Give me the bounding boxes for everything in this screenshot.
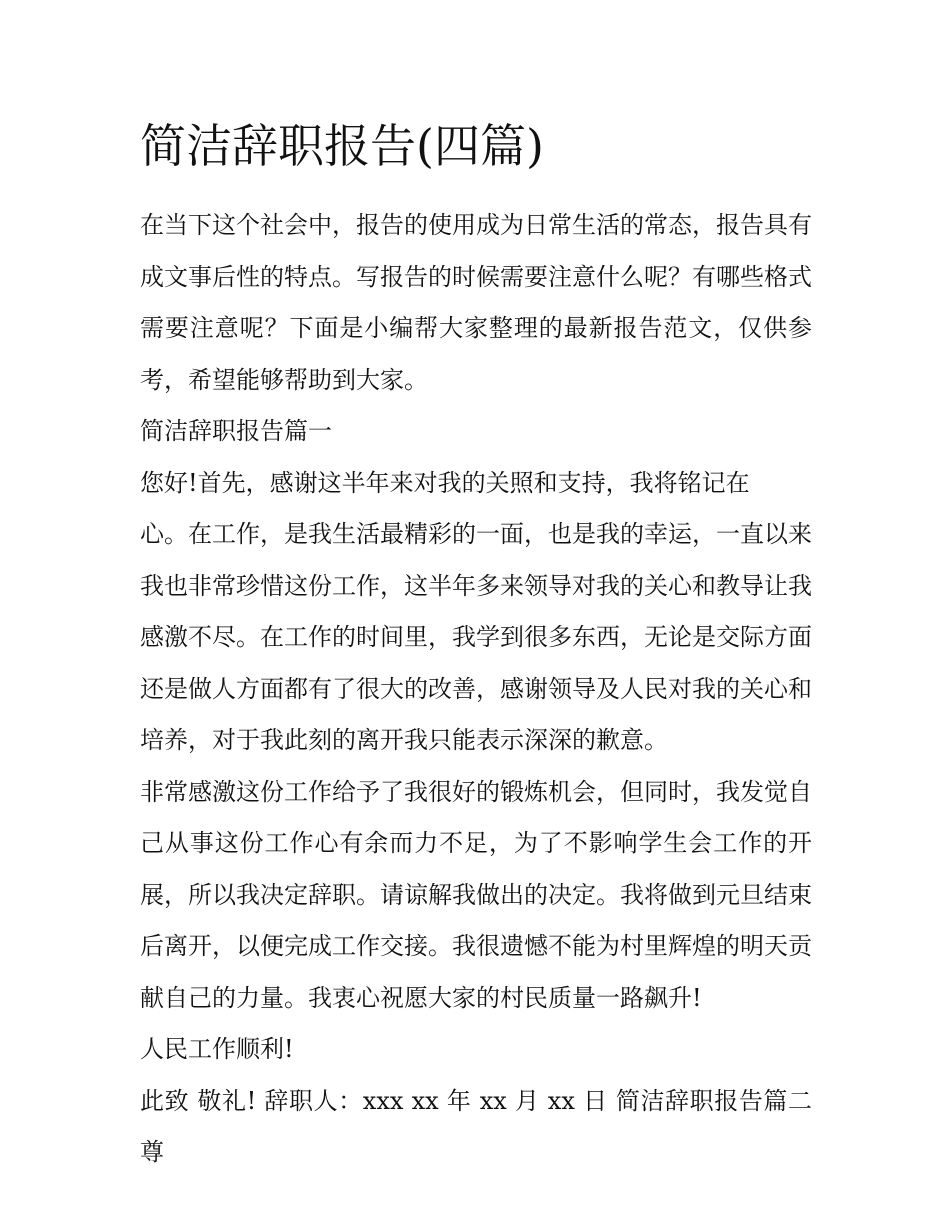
paragraph-4: 此致 敬礼! 辞职人：xxx xx 年 xx 月 xx 日 简洁辞职报告篇二 尊 bbox=[140, 1086, 812, 1166]
intro-paragraph: 在当下这个社会中，报告的使用成为日常生活的常态，报告具有成文事后性的特点。写报告的时候需要注意什么呢？有哪些格式需要注意呢？下面是小编帮大家整理的最新报告范文，仅供参考，希望能够帮助到大家。 bbox=[140, 211, 812, 394]
paragraph-1-first-line: 您好!首先，感谢这半年来对我的关照和支持，我将铭记在 bbox=[140, 468, 750, 497]
paragraph-1: 心。在工作，是我生活最精彩的一面，也是我的幸运，一直以来我也非常珍惜这份工作，这半年多来领导对我的关心和教导让我感激不尽。在工作的时间里，我学到很多东西，无论是交际方面还是做人方面都有了很大的改善，感谢领导及人民对我的关心和培养，对于我此刻的离开我只能表示深深的歉意。 bbox=[140, 520, 812, 754]
document-body bbox=[140, 200, 812, 1179]
document-title: 简洁辞职报告(四篇) bbox=[140, 119, 544, 173]
section-heading-1: 简洁辞职报告篇一 bbox=[140, 417, 332, 445]
paragraph-3: 人民工作顺利! bbox=[140, 1035, 294, 1063]
paragraph-2: 非常感激这份工作给予了我很好的锻炼机会，但同时，我发觉自己从事这份工作心有余而力不足，为了不影响学生会工作的开展，所以我决定辞职。请谅解我做出的决定。我将做到元旦结束后离开，以便完成工作交接。我很遗憾不能为村里辉煌的明天贡献自己的力量。我衷心祝愿大家的村民质量一路飙升! bbox=[140, 777, 812, 1012]
